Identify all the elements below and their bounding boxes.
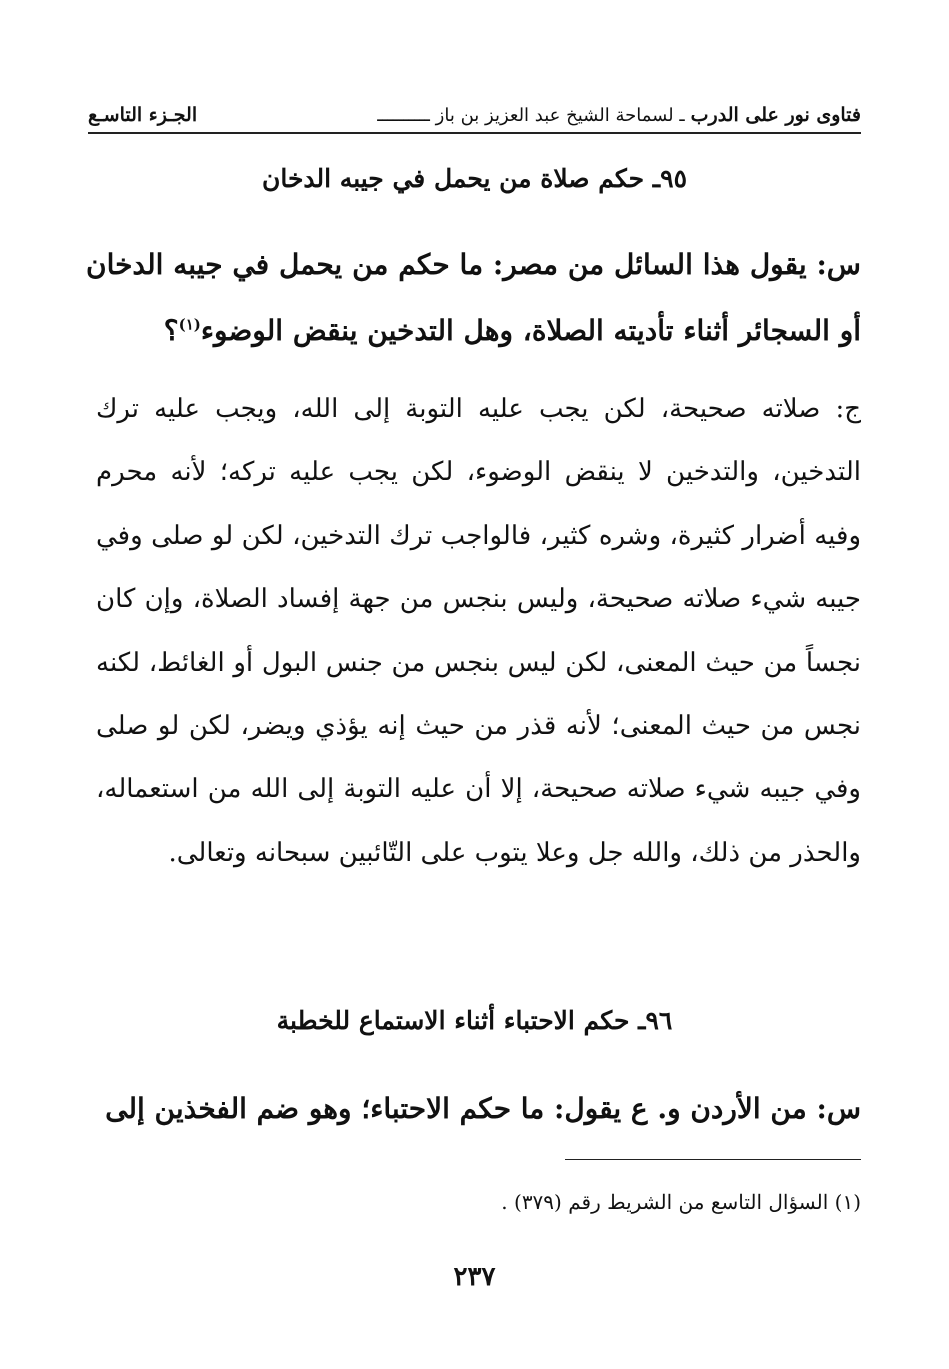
footnote-marker[interactable]: (١): [178, 315, 201, 334]
running-header-title-group: [377, 104, 861, 126]
series-title: فتاوى نور على الدرب: [690, 104, 861, 126]
volume-label: الجـزء التاسـع: [88, 104, 198, 126]
question-95-text: س: يقول هذا السائل من مصر: ما حكم من يحمل في جيبه الدخان أو السجائر أثناء تأديته الصلاة، وهل التدخين ينقض الوضوء: [86, 248, 861, 347]
question-95: [86, 232, 861, 364]
footnote-text: (١) السؤال التاسع من الشريط رقم (٣٧٩) .: [501, 1190, 861, 1214]
footnote-divider: [565, 1159, 861, 1160]
section-title-96: ٩٦ـ حكم الاحتباء أثناء الاستماع للخطبة: [276, 1006, 673, 1035]
running-header: [88, 98, 861, 134]
question-95-end: ؟: [163, 314, 179, 347]
answer-95: ج: صلاته صحيحة، لكن يجب عليه التوبة إلى الله، ويجب عليه ترك التدخين، والتدخين لا ينقض الوضوء، لكن يجب عليه تركه؛ لأنه محرم وفيه أضرار كثيرة، وشره كثير، فالواجب ترك التدخين، لكن لو صلى وفي جيبه شيء صلاته صحيحة، وليس بنجس من جهة إفساد الصلاة، وإن كان نجساً من حيث المعنى، لكن ليس بنجس من جنس البول أو الغائط، لكنه نجس من حيث المعنى؛ لأنه قذر من حيث إنه يؤذي ويضر، لكن لو صلى وفي جيبه شيء صلاته صحيحة، إلا أن عليه التوبة إلى الله من استعماله، والحذر من ذلك، والله جل وعلا يتوب على التّائبين سبحانه وتعالى.: [96, 394, 861, 868]
question-96: س: من الأردن و. ع يقول: ما حكم الاحتباء؛ وهو ضم الفخذين إلى: [105, 1092, 861, 1125]
page-number: ٢٣٧: [453, 1262, 496, 1292]
section-title-95: ٩٥ـ حكم صلاة من يحمل في جيبه الدخان: [261, 164, 687, 193]
author-line: ـ لسماحة الشيخ عبد العزيز بن باز ــــــــــ: [377, 104, 685, 126]
